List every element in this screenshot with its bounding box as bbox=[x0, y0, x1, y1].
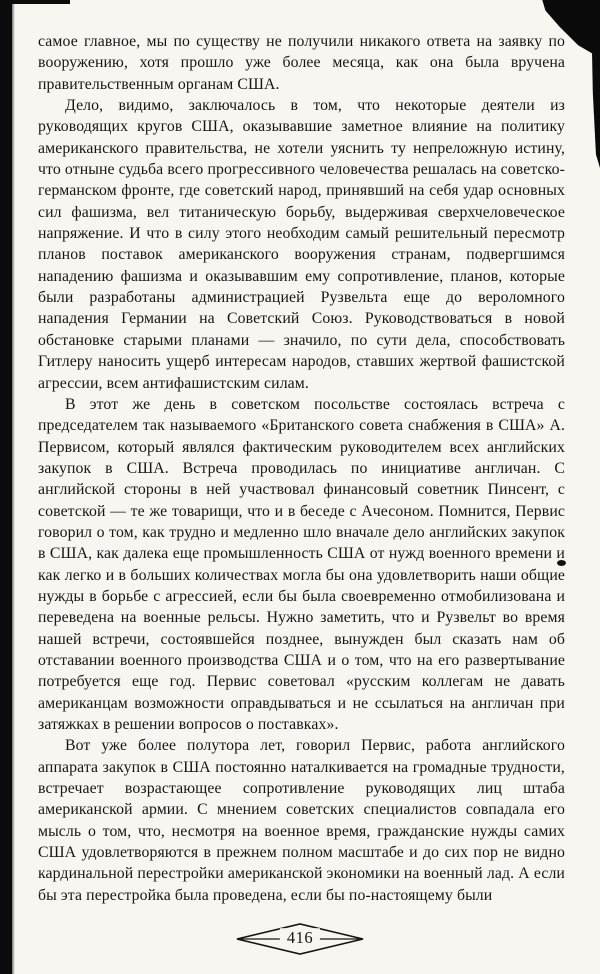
scan-artifact-top-left bbox=[0, 0, 70, 4]
scan-artifact-left-edge bbox=[0, 0, 12, 974]
page-text bbox=[38, 31, 565, 906]
paragraph: В этот же день в советском посольстве состоялась встреча с председателем так называемого «Британского совета снабжения в США» А. Первисом, который являлся фактическим руководителем всех английских закупок в США. Встреча проводилась по инициативе англичан. С английской стороны в ней участвовал финансовый советник Пинсент, с советской — те же товарищи, что и в беседе с Ачесоном. Помнится, Первис говорил о том, как трудно и медленно шло вначале дело английских закупок в США, как далека еще промышленность США от нужд военного времени и как легко и в больших количествах могла бы она удовлетворить наши общие нужды в борьбе с агрессией, если бы была своевременно отмобилизована и переведена на военные рельсы. Нужно заметить, что и Рузвельт во время нашей встречи, состоявшейся позднее, вынужден был сказать нам об отставании военного производства США и о том, что на его развертывание потребуется еще год. Первис советовал «русским коллегам не давать американцам возможности оправдываться и не ссылаться на англичан при затяжках в решении вопросов о поставках». bbox=[38, 395, 565, 733]
page-number-ornament bbox=[234, 921, 366, 957]
paragraph: Дело, видимо, заключалось в том, что некоторые деятели из руководящих кругов США, оказывавшие заметное влияние на политику американского правительства, не хотели уяснить ту непреложную истину, что отныне судьба всего прогрессивного человечества решалась на советско-германском фронте, где советский народ, принявший на себя удар основных сил фашизма, вел титаническую борьбу, выдерживая сверхчеловеческое напряжение. И что в силу этого необходим самый решительный пересмотр планов поставок американского вооружения странам, подвергшимся нападению фашизма и оказывавшим ему сопротивление, планов, которые были разработаны администрацией Рузвельта еще до вероломного нападения Германии на Советский Союз. Руководствоваться в новой обстановке старыми планами — значило, по сути дела, способствовать Гитлеру наносить ущерб интересам народов, ставших жертвой фашистской агрессии, всем антифашистским силам. bbox=[38, 97, 565, 392]
scan-artifact-right-edge bbox=[591, 0, 600, 168]
page-number: 416 bbox=[280, 928, 320, 948]
paragraph: Вот уже более полутора лет, говорил Первис, работа английского аппарата закупок в США постоянно наталкивается на громадные трудности, встречает возрастающее сопротивление руководящих лиц штаба американской армии. С мнением советских специалистов совпадала его мысль о том, что, несмотря на военное время, гражданские нужды самих США удовлетворяются в прежнем полном масштабе и до сих пор не видно кардинальной перестройки американской экономики на военный лад. А если бы эта перестройка была проведена, если бы по-настоящему были bbox=[38, 737, 565, 904]
paragraph-continuation: самое главное, мы по существу не получили никакого ответа на заявку по вооружению, хотя прошло уже более месяца, как она была вручена правительственным органам США. bbox=[38, 33, 565, 93]
